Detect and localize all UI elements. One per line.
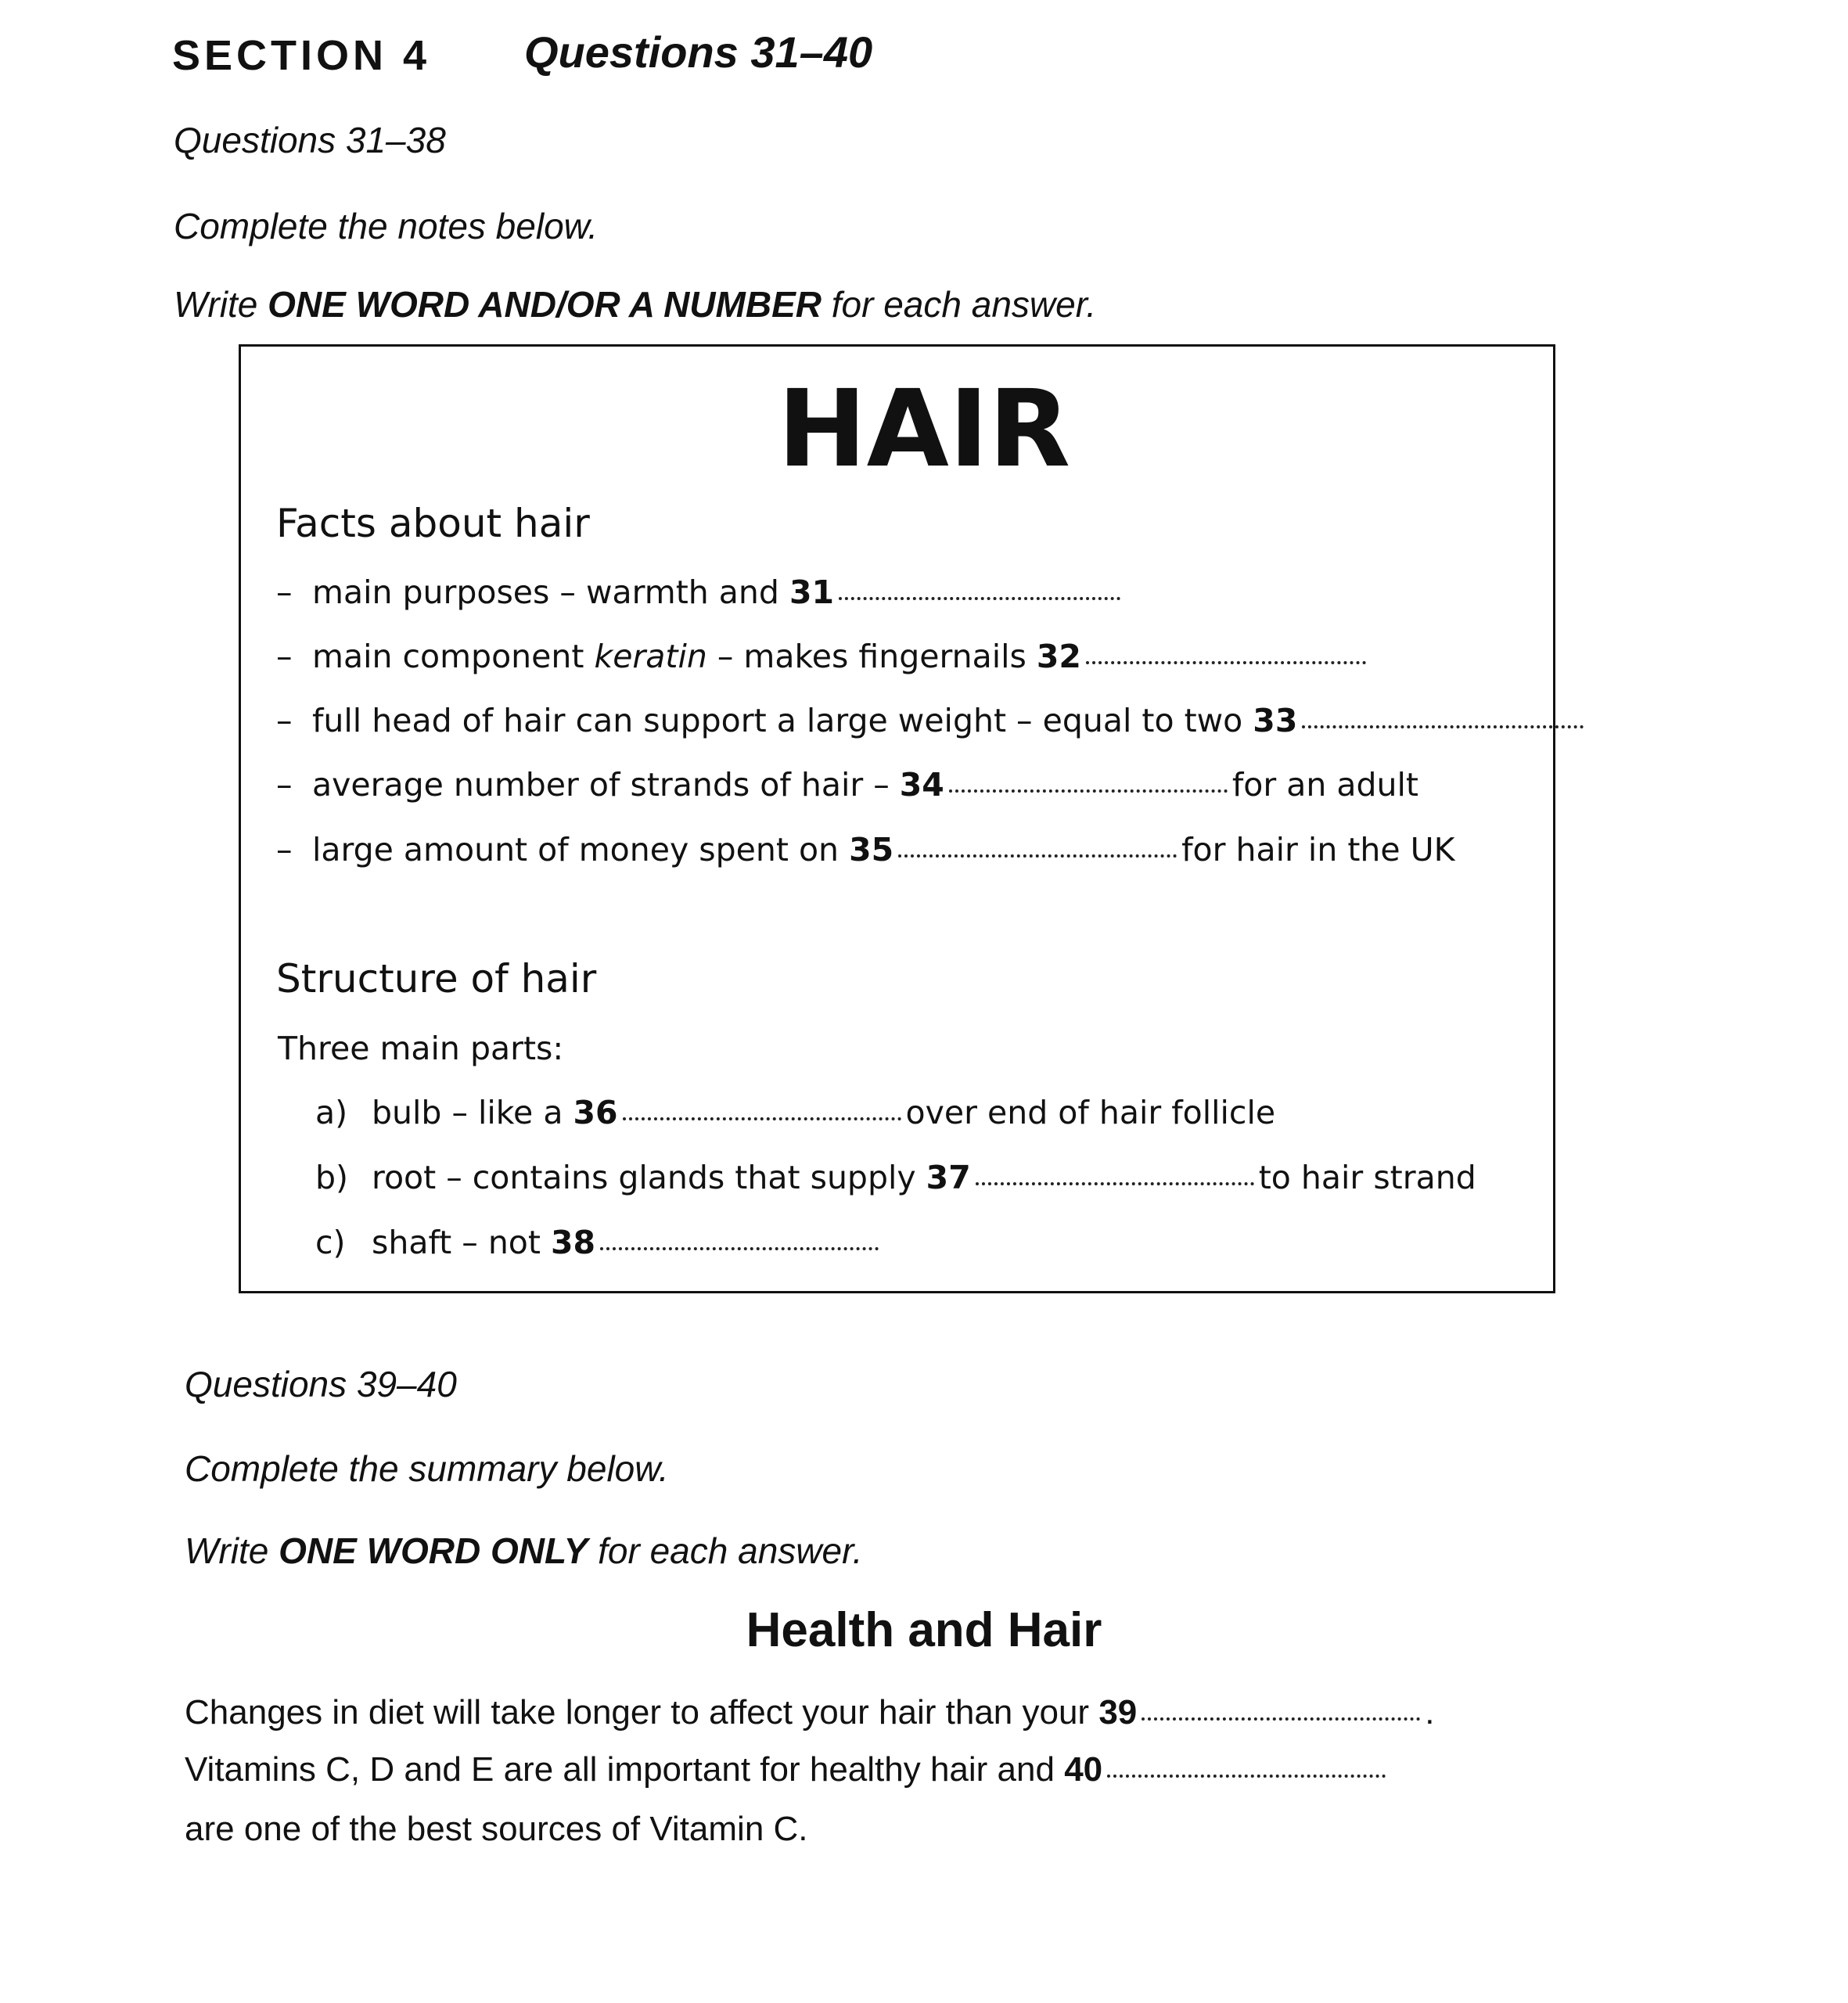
part1-write-instruction [174,283,1096,325]
part2-instruction: Complete the summary below. [185,1448,669,1489]
fact-line-35 [276,831,1455,868]
part2-range: Questions 39–40 [185,1364,457,1404]
fact-text: – makes fingernails [706,638,1037,675]
part-line-36 [315,1094,1275,1131]
part-text: root – contains glands that supply [372,1159,926,1196]
facts-heading: Facts about hair [276,501,590,546]
answer-blank-35[interactable] [898,851,1177,858]
question-number-39: 39 [1098,1693,1138,1731]
fact-text-after: for an adult [1231,766,1418,804]
answer-blank-32[interactable] [1086,658,1366,664]
question-number-36: 36 [573,1094,618,1131]
fact-text-after: for hair in the UK [1181,831,1455,868]
part-text: shaft – not [372,1224,552,1261]
summary-text: Vitamins C, D and E are all important for healthy hair and [185,1750,1065,1789]
question-number-35: 35 [849,831,894,868]
fact-text: main purposes – warmth and [312,574,789,611]
summary-line-3: are one of the best sources of Vitamin C. [185,1810,808,1848]
bullet-dash: – [276,831,293,868]
question-number-32: 32 [1036,638,1081,675]
fact-line-33 [276,702,1588,739]
part-text: bulb – like a [372,1094,573,1131]
answer-blank-36[interactable] [623,1114,901,1120]
question-number-31: 31 [789,574,835,611]
answer-blank-33[interactable] [1302,722,1584,728]
write-bold: ONE WORD AND/OR A NUMBER [268,284,822,325]
part-letter: a) [315,1094,348,1131]
structure-intro: Three main parts: [278,1030,564,1067]
question-number-40: 40 [1064,1750,1103,1789]
write-pre: Write [174,284,268,325]
part-letter: b) [315,1159,349,1196]
question-number-37: 37 [926,1159,971,1196]
answer-blank-37[interactable] [976,1179,1254,1185]
part-line-37 [315,1159,1476,1196]
question-number-34: 34 [899,766,944,804]
summary-line-40 [185,1750,1390,1789]
part-text-after: over end of hair follicle [905,1094,1276,1131]
summary-period: . [1425,1693,1435,1731]
part-text-after: to hair strand [1258,1159,1476,1196]
answer-blank-39[interactable] [1142,1714,1420,1721]
fact-line-31 [276,574,1125,611]
part2-write-instruction [185,1530,863,1572]
section-questions-range: Questions 31–40 [524,27,873,77]
bullet-dash: – [276,766,293,804]
summary-title: Health and Hair [746,1603,1102,1657]
fact-text: average number of strands of hair – [312,766,900,804]
fact-text: main component [312,638,595,675]
structure-heading: Structure of hair [276,956,597,1002]
question-number-38: 38 [551,1224,596,1261]
section-label: SECTION 4 [172,32,431,79]
part1-range: Questions 31–38 [174,120,446,160]
fact-text: full head of hair can support a large weight – equal to two [312,702,1253,739]
bullet-dash: – [276,638,293,675]
part-line-38 [315,1224,883,1261]
write-post: for each answer. [821,284,1097,325]
question-number-33: 33 [1253,702,1298,739]
part-letter: c) [315,1224,346,1261]
write-pre: Write [185,1530,279,1571]
summary-line-39 [185,1693,1435,1732]
answer-blank-38[interactable] [600,1244,879,1250]
fact-line-34 [276,766,1418,804]
write-post: for each answer. [588,1530,863,1571]
notes-title: HAIR [777,368,1071,491]
fact-text: large amount of money spent on [312,831,850,868]
answer-blank-40[interactable] [1107,1771,1386,1778]
fact-line-32 [276,638,1371,675]
bullet-dash: – [276,702,293,739]
answer-blank-34[interactable] [949,786,1228,793]
write-bold: ONE WORD ONLY [279,1530,588,1571]
fact-term-keratin: keratin [594,638,707,675]
answer-blank-31[interactable] [839,594,1120,600]
bullet-dash: – [276,574,293,611]
summary-text: Changes in diet will take longer to affect your hair than your [185,1693,1099,1731]
part1-instruction: Complete the notes below. [174,206,599,246]
